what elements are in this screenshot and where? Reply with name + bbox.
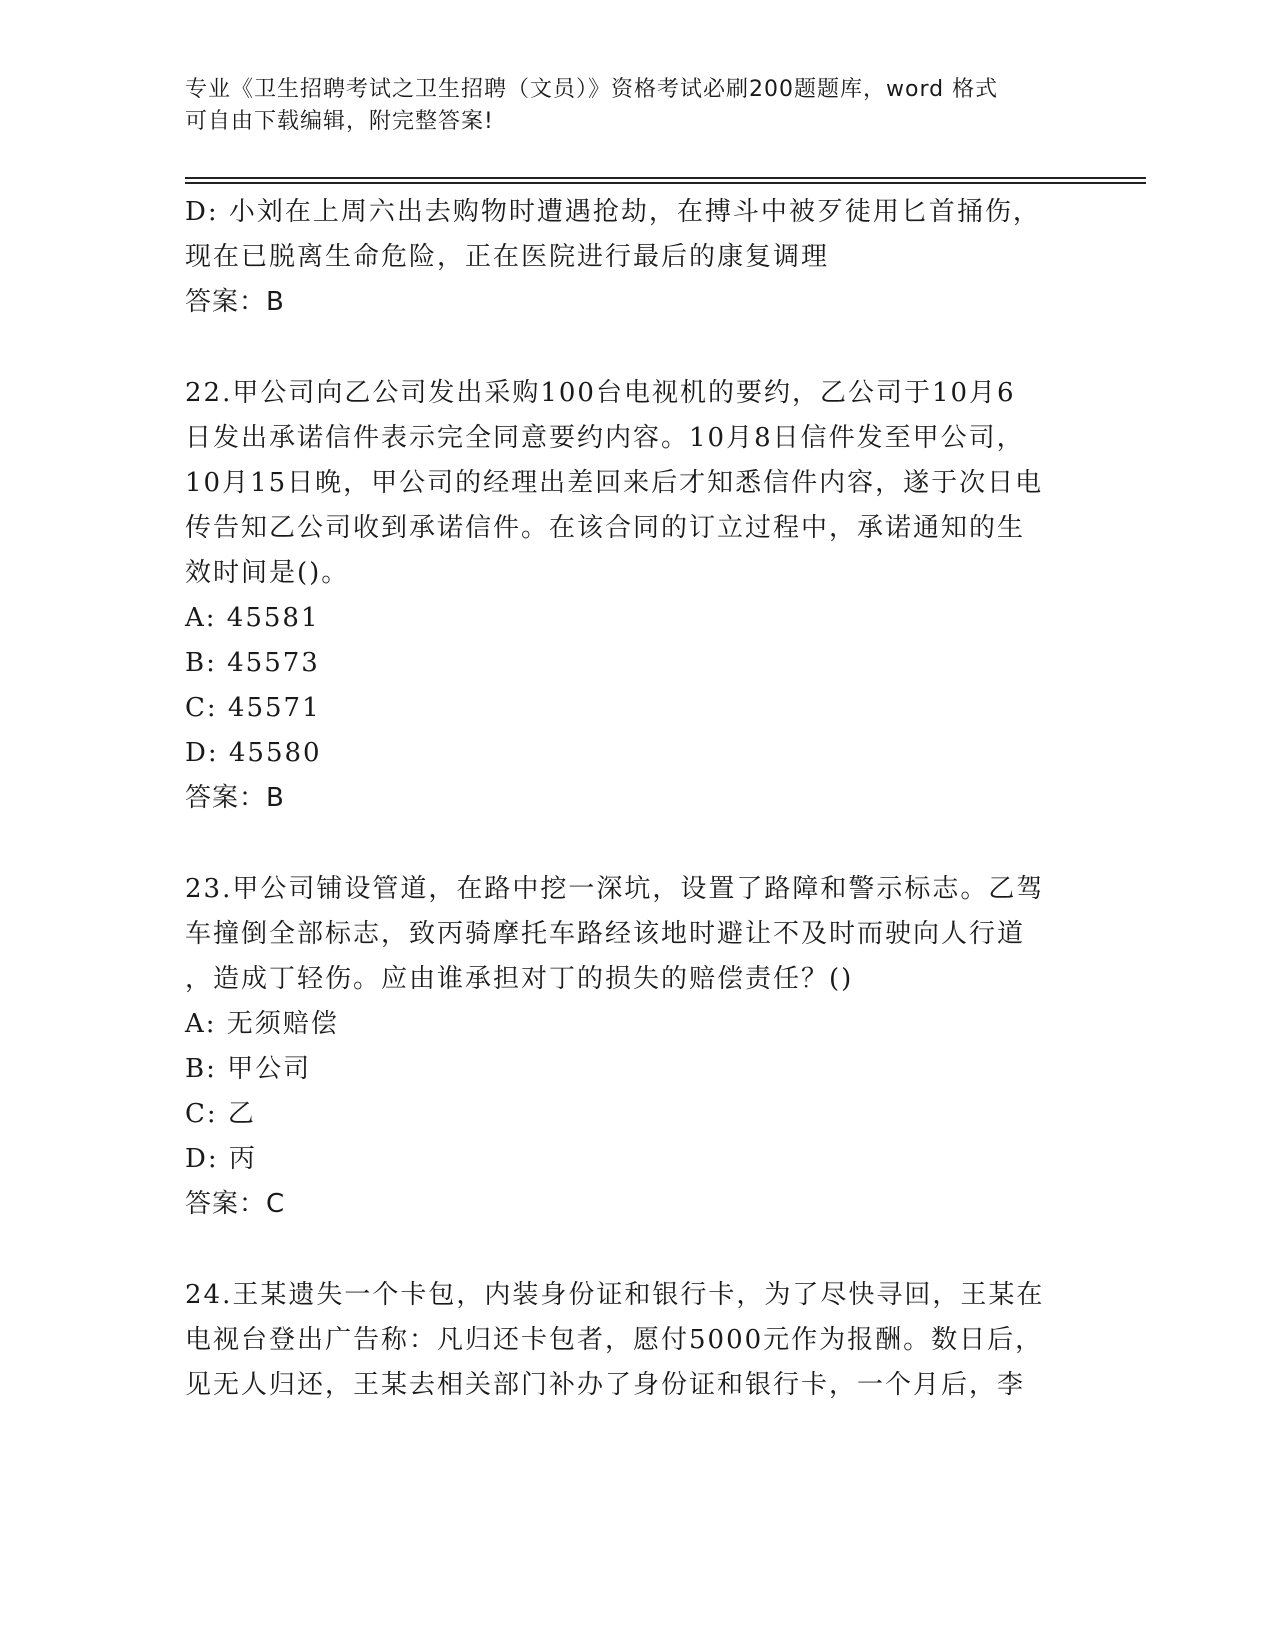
question-23 (185, 867, 1085, 1227)
header-divider-bottom (185, 182, 1146, 184)
spacer (185, 821, 1085, 867)
answer-22: 答案：B (185, 783, 285, 813)
question-stem-line: 22.甲公司向乙公司发出采购100台电视机的要约，乙公司于10月6 (185, 378, 1016, 408)
option-a: A: 无须赔偿 (185, 1009, 339, 1039)
question-stem-line: 见无人归还，王某去相关部门补办了身份证和银行卡，一个月后，李 (185, 1370, 1026, 1400)
option-d-line-1: D: 小刘在上周六出去购物时遭遇抢劫，在搏斗中被歹徒用匕首捅伤， (185, 197, 1041, 227)
question-22 (185, 371, 1085, 821)
question-24 (185, 1273, 1085, 1408)
option-d: D: 45580 (185, 738, 322, 768)
option-b: B: 甲公司 (185, 1054, 312, 1084)
question-stem-line: 24.王某遗失一个卡包，内装身份证和银行卡，为了尽快寻回，王某在 (185, 1280, 1045, 1310)
question-stem-line: 传告知乙公司收到承诺信件。在该合同的订立过程中，承诺通知的生 (185, 513, 1026, 543)
spacer (185, 1227, 1085, 1273)
header-divider-top (185, 177, 1146, 179)
question-stem-line: 10月15日晚，甲公司的经理出差回来后才知悉信件内容，遂于次日电 (185, 468, 1044, 498)
question-stem-line: 日发出承诺信件表示完全同意要约内容。10月8日信件发至甲公司， (185, 423, 1025, 453)
option-c: C: 45571 (185, 693, 321, 723)
answer-21: 答案：B (185, 287, 285, 317)
question-stem-line: 23.甲公司铺设管道，在路中挖一深坑，设置了路障和警示标志。乙驾 (185, 874, 1045, 904)
option-a: A: 45581 (185, 603, 320, 633)
option-d-line-2: 现在已脱离生命危险，正在医院进行最后的康复调理 (185, 242, 830, 272)
option-b: B: 45573 (185, 648, 320, 678)
question-stem-line: ，造成丁轻伤。应由谁承担对丁的损失的赔偿责任？() (185, 964, 854, 994)
spacer (185, 325, 1085, 371)
question-21-tail (185, 190, 1085, 325)
answer-23: 答案：C (185, 1189, 286, 1219)
header-line-1: 专业《卫生招聘考试之卫生招聘（文员）》资格考试必刷200题题库，word 格式 (185, 77, 999, 102)
question-stem-line: 电视台登出广告称：凡归还卡包者，愿付5000元作为报酬。数日后， (185, 1325, 1044, 1355)
option-c: C: 乙 (185, 1099, 256, 1129)
option-d: D: 丙 (185, 1144, 257, 1174)
document-header (185, 74, 1085, 138)
document-body (185, 190, 1085, 1408)
header-line-2: 可自由下载编辑，附完整答案! (185, 109, 494, 134)
question-stem-line: 车撞倒全部标志，致丙骑摩托车路经该地时避让不及时而驶向人行道 (185, 919, 1026, 949)
question-stem-line: 效时间是()。 (185, 558, 350, 588)
